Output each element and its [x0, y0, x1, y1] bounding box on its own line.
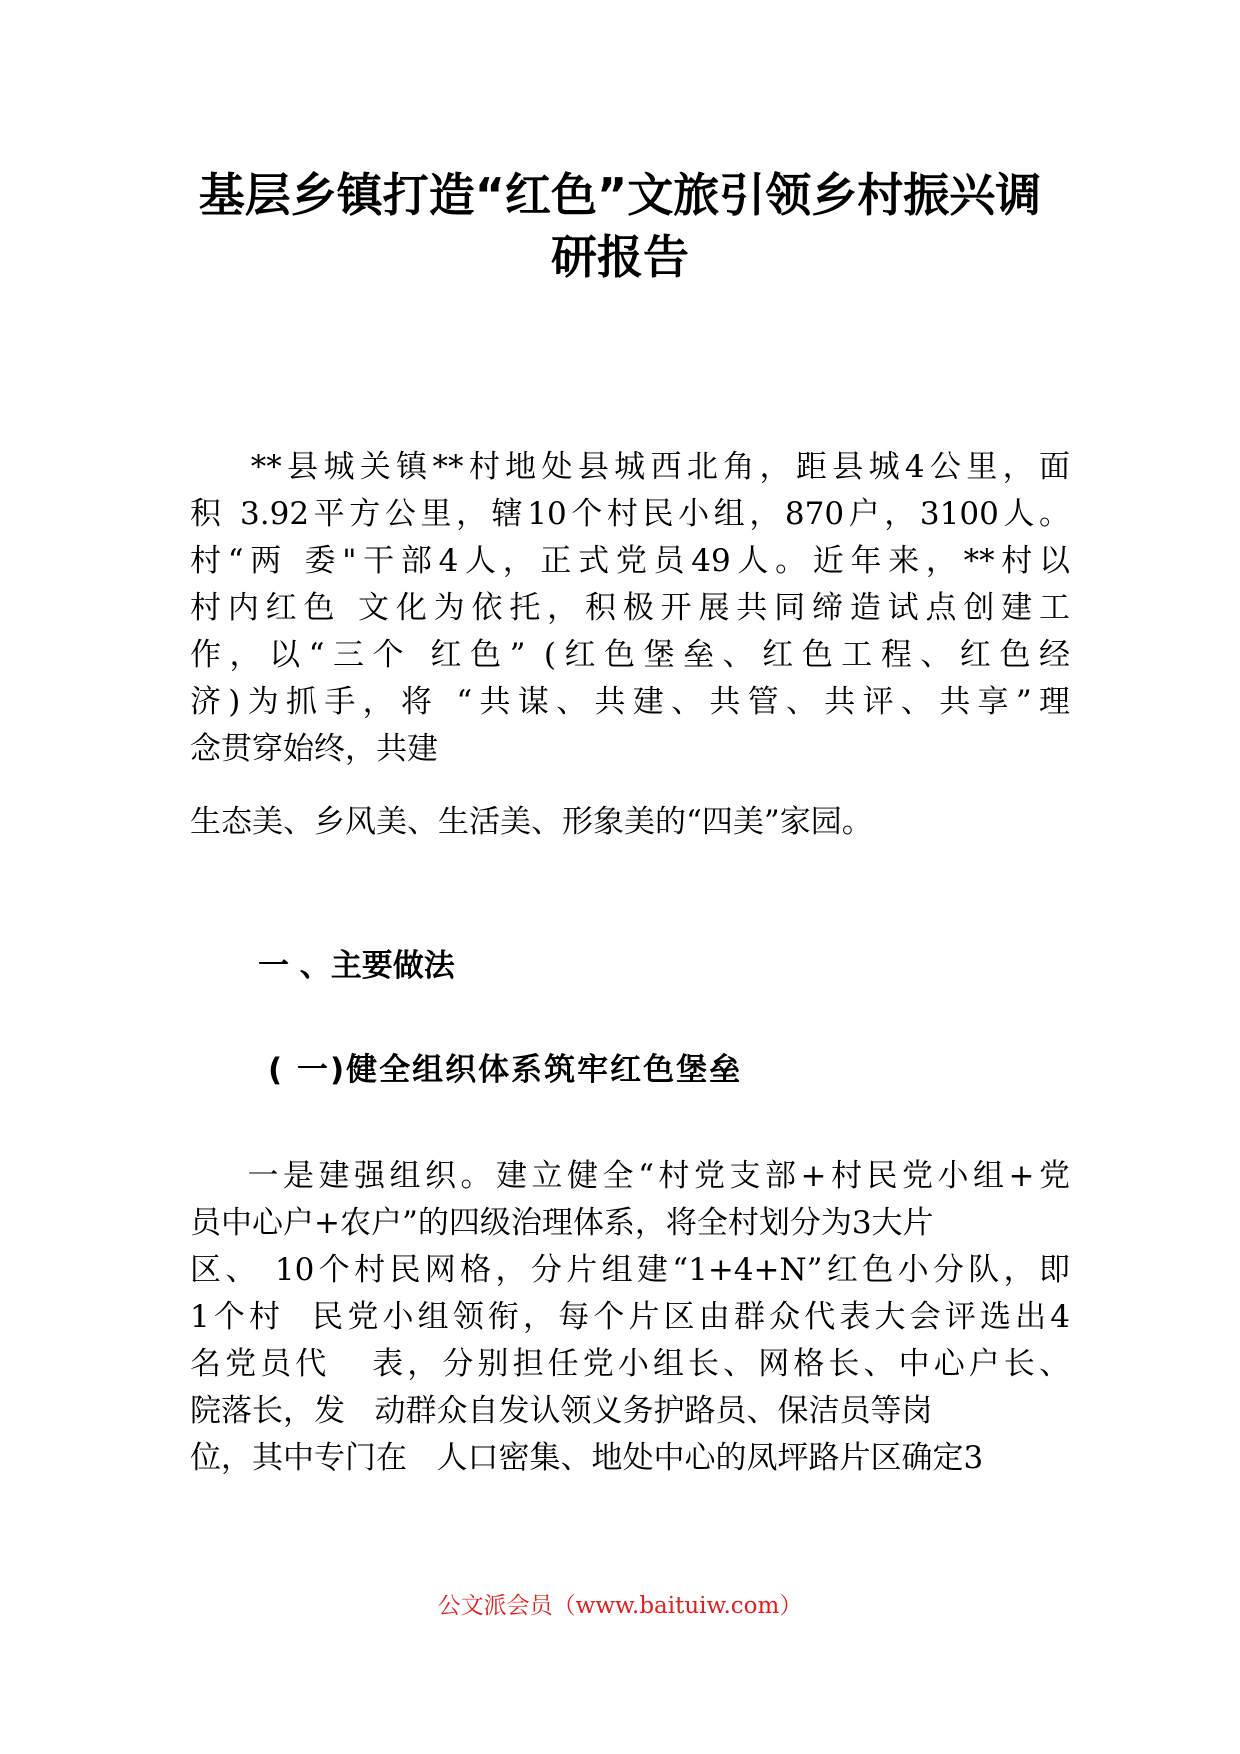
intro-line: 积 3.92平方公里，辖10个村民小组，870户，3100人。 — [190, 496, 1070, 532]
footer-watermark-text: 公文派会员（www.baituiw.com） — [437, 1593, 803, 1619]
body-line: 位，其中专门在 人口密集、地处中心的凤坪路片区确定3 — [190, 1440, 984, 1476]
intro-line: 作，以“三个 红色” (红色堡垒、红色工程、红色经 — [190, 637, 1070, 673]
body-line: 1个村 民党小组领衔，每个片区由群众代表大会评选出4 — [190, 1299, 1070, 1335]
section-heading: 一 、主要做法 — [258, 948, 455, 984]
intro-line: 村“两 委"干部4人，正式党员49人。近年来，**村以 — [190, 543, 1070, 579]
body-line: 名党员代 表，分别担任党小组长、网格长、中心户长、 — [190, 1346, 1070, 1382]
intro-line: 生态美、乡风美、生活美、形象美的“四美”家园。 — [190, 804, 873, 840]
intro-line: 念贯穿始终，共建 — [190, 731, 438, 767]
body-line: 一是建强组织。建立健全“村党支部+村民党小组+党 — [190, 1158, 1070, 1194]
intro-line: 村内红色 文化为依托，积极开展共同缔造试点创建工 — [190, 590, 1070, 626]
body-line: 院落长，发 动群众自发认领义务护路员、保洁员等岗 — [190, 1393, 933, 1429]
body-line: 员中心户+农户”的四级治理体系，将全村划分为3大片 — [190, 1205, 934, 1241]
body-line: 区、 10个村民网格，分片组建“1+4+N”红色小分队，即 — [190, 1252, 1070, 1288]
subsection-heading: ( 一)健全组织体系筑牢红色堡垒 — [268, 1052, 743, 1088]
document-title-line-2: 研报告 — [551, 230, 689, 284]
intro-line: 济)为抓手，将 “共谋、共建、共管、共评、共享”理 — [190, 684, 1070, 720]
intro-line: **县城关镇**村地处县城西北角，距县城4公里，面 — [190, 449, 1070, 485]
document-title-line-1: 基层乡镇打造“红色”文旅引领乡村振兴调 — [198, 168, 1042, 222]
